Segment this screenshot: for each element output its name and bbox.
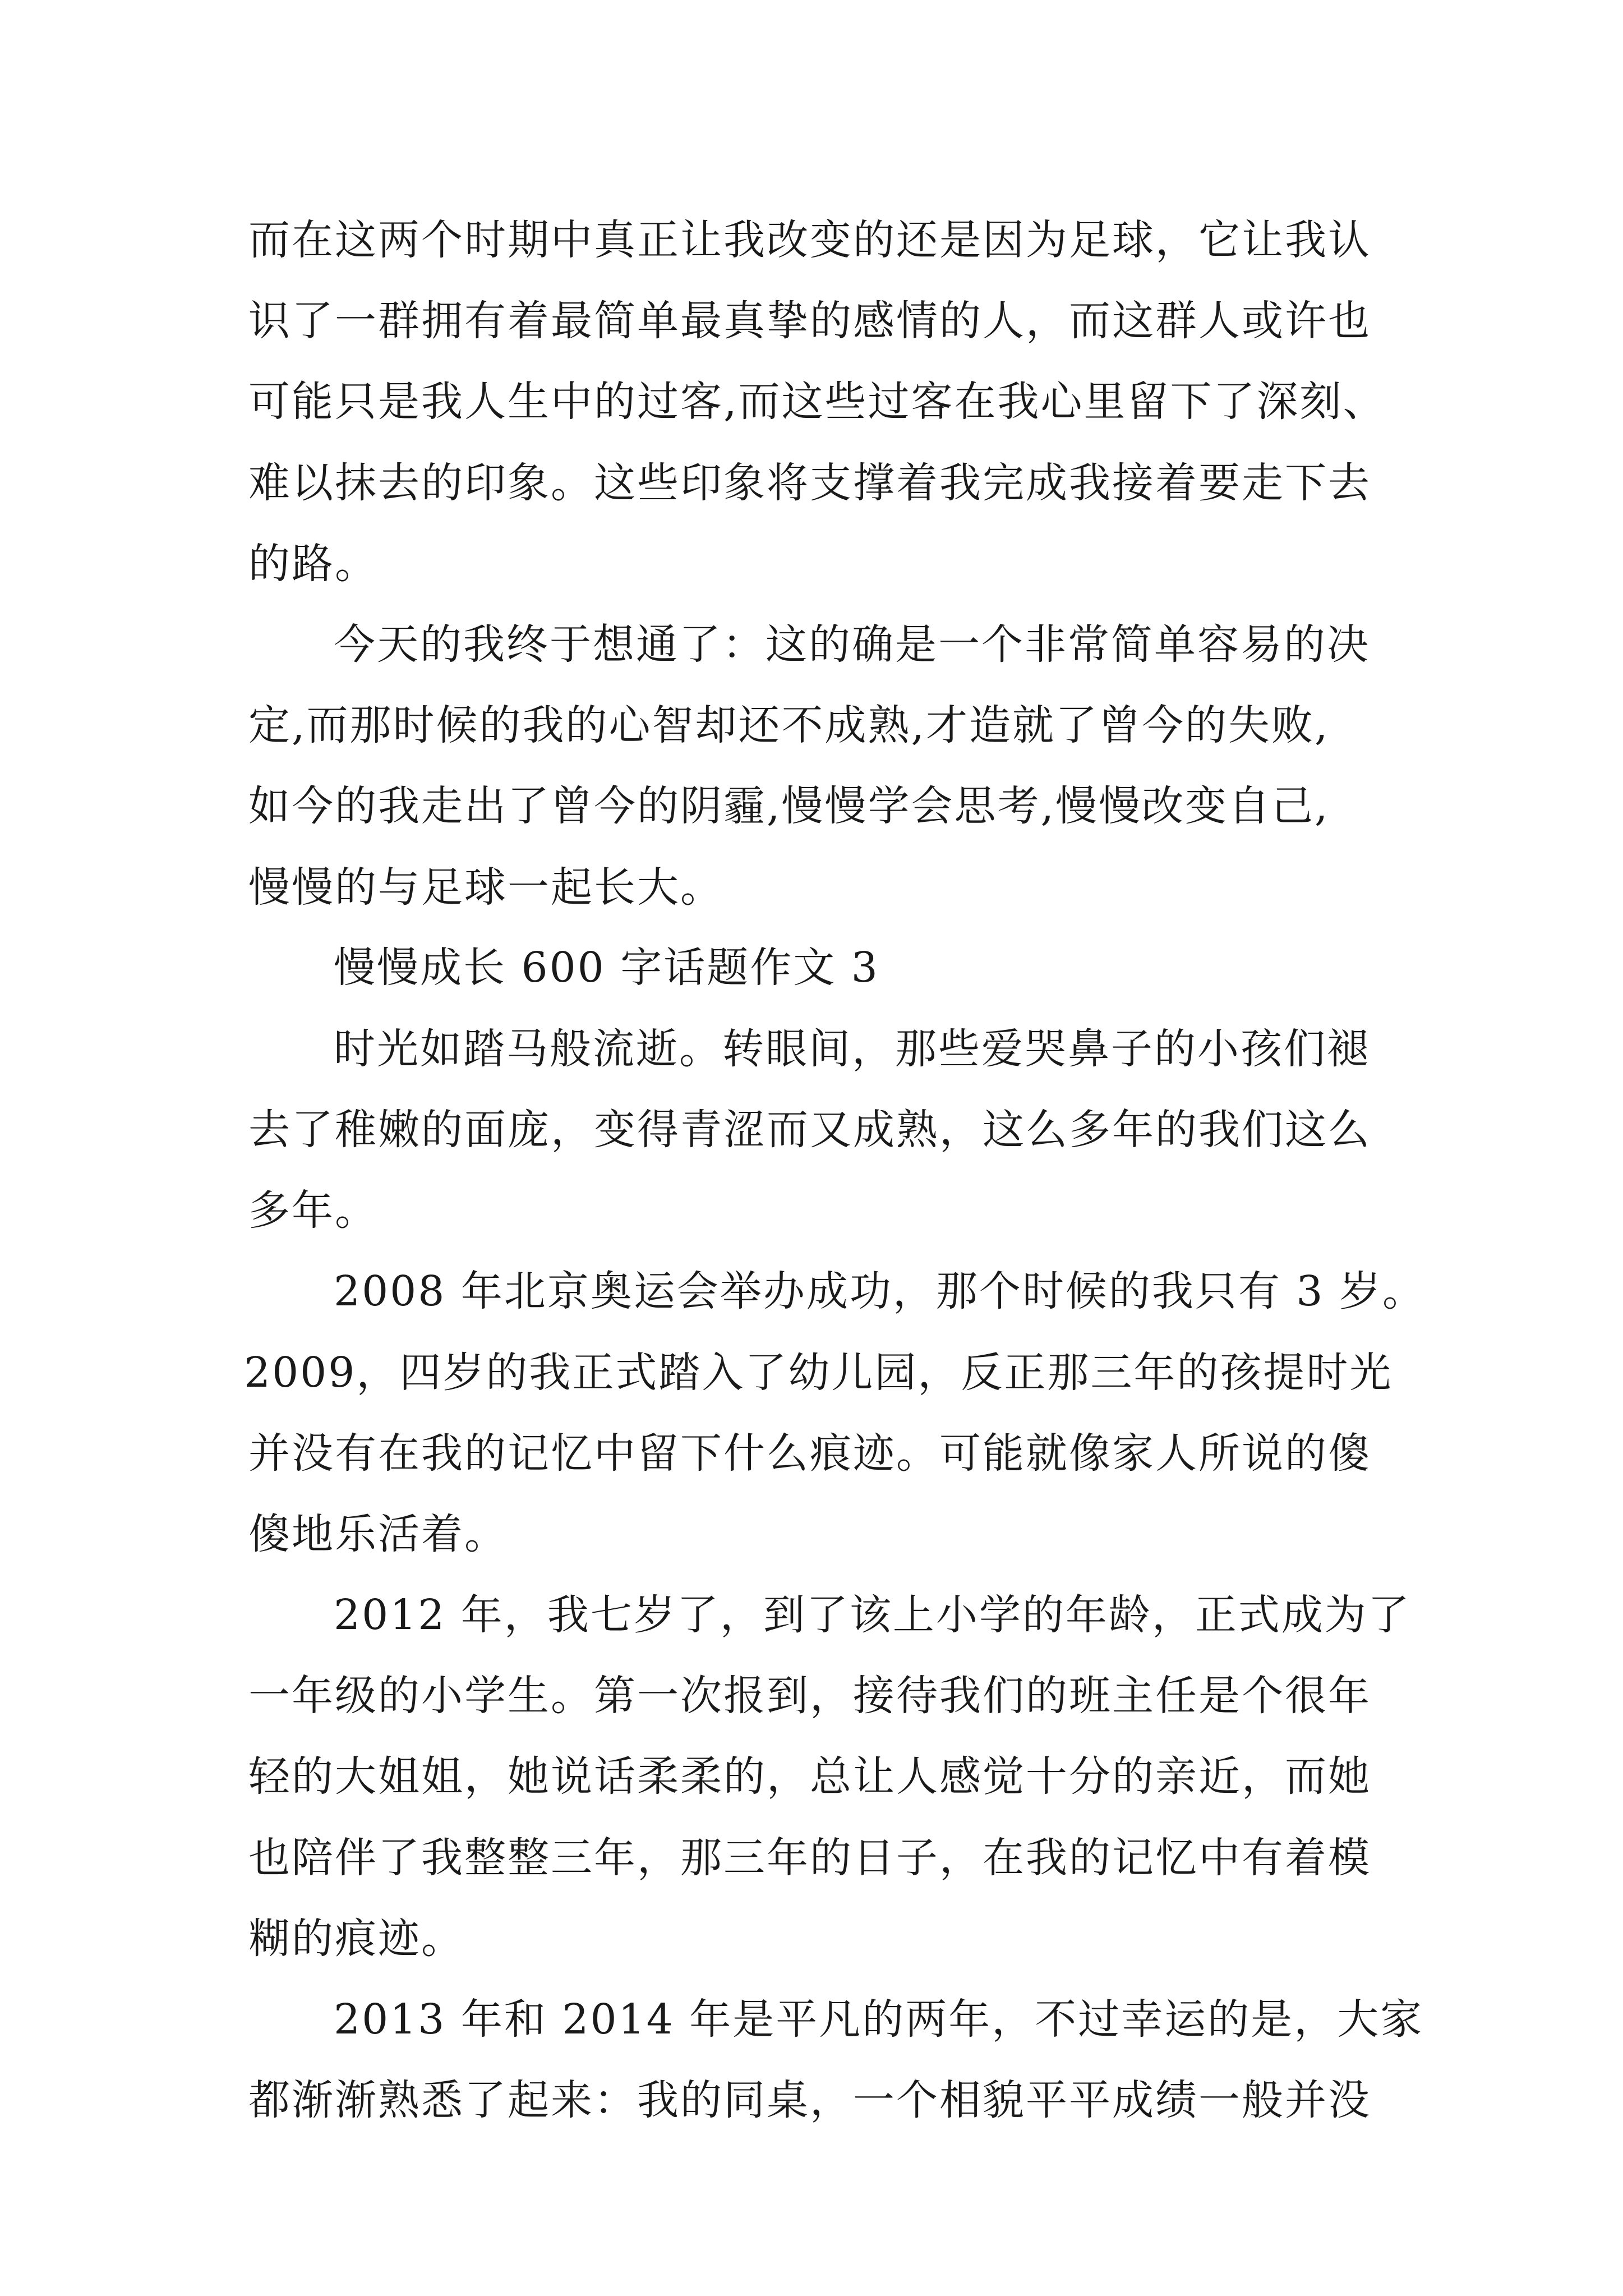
paragraph-start-line: 时光如踏马般流逝。转眼间，那些爱哭鼻子的小孩们褪 bbox=[334, 1025, 1370, 1073]
text-line: 可能只是我人生中的过客,而这些过客在我心里留下了深刻、 bbox=[248, 378, 1386, 426]
section-heading: 慢慢成长 600 字话题作文 3 bbox=[334, 944, 879, 992]
text-line: 轻的大姐姐，她说话柔柔的，总让人感觉十分的亲近，而她 bbox=[248, 1752, 1371, 1801]
text-line: 多年。 bbox=[248, 1186, 378, 1235]
text-line: 糊的痕迹。 bbox=[248, 1915, 464, 1963]
text-line: 也陪伴了我整整三年，那三年的日子，在我的记忆中有着模 bbox=[248, 1834, 1371, 1882]
text-line: 难以抹去的印象。这些印象将支撑着我完成我接着要走下去 bbox=[248, 459, 1371, 507]
paragraph-start-line: 今天的我终于想通了：这的确是一个非常简单容易的决 bbox=[334, 620, 1370, 669]
text-line: 识了一群拥有着最简单最真挚的感情的人，而这群人或许也 bbox=[248, 297, 1371, 345]
text-line: 定,而那时候的我的心智却还不成熟,才造就了曾今的失败, bbox=[248, 701, 1330, 749]
paragraph-start-line: 2013 年和 2014 年是平凡的两年，不过幸运的是，大家 bbox=[334, 1995, 1424, 2044]
text-line: 去了稚嫩的面庞，变得青涩而又成熟，这么多年的我们这么 bbox=[248, 1106, 1371, 1154]
text-line: 的路。 bbox=[248, 540, 378, 588]
text-line: 都渐渐熟悉了起来：我的同桌，一个相貌平平成绩一般并没 bbox=[248, 2076, 1371, 2124]
text-line: 慢慢的与足球一起长大。 bbox=[248, 863, 723, 912]
paragraph-start-line: 2012 年，我七岁了，到了该上小学的年龄，正式成为了 bbox=[334, 1591, 1411, 1639]
paragraph-start-line: 2008 年北京奥运会举办成功，那个时候的我只有 3 岁。 bbox=[334, 1267, 1426, 1315]
text-line: 傻地乐活着。 bbox=[248, 1510, 508, 1558]
text-line: 并没有在我的记忆中留下什么痕迹。可能就像家人所说的傻 bbox=[248, 1429, 1371, 1478]
text-line: 一年级的小学生。第一次报到，接待我们的班主任是个很年 bbox=[248, 1672, 1371, 1720]
text-line: 2009，四岁的我正式踏入了幼儿园，反正那三年的孩提时光 bbox=[244, 1349, 1393, 1397]
text-line: 如今的我走出了曾今的阴霾,慢慢学会思考,慢慢改变自己, bbox=[248, 782, 1330, 830]
text-line: 而在这两个时期中真正让我改变的还是因为足球，它让我认 bbox=[248, 216, 1371, 264]
